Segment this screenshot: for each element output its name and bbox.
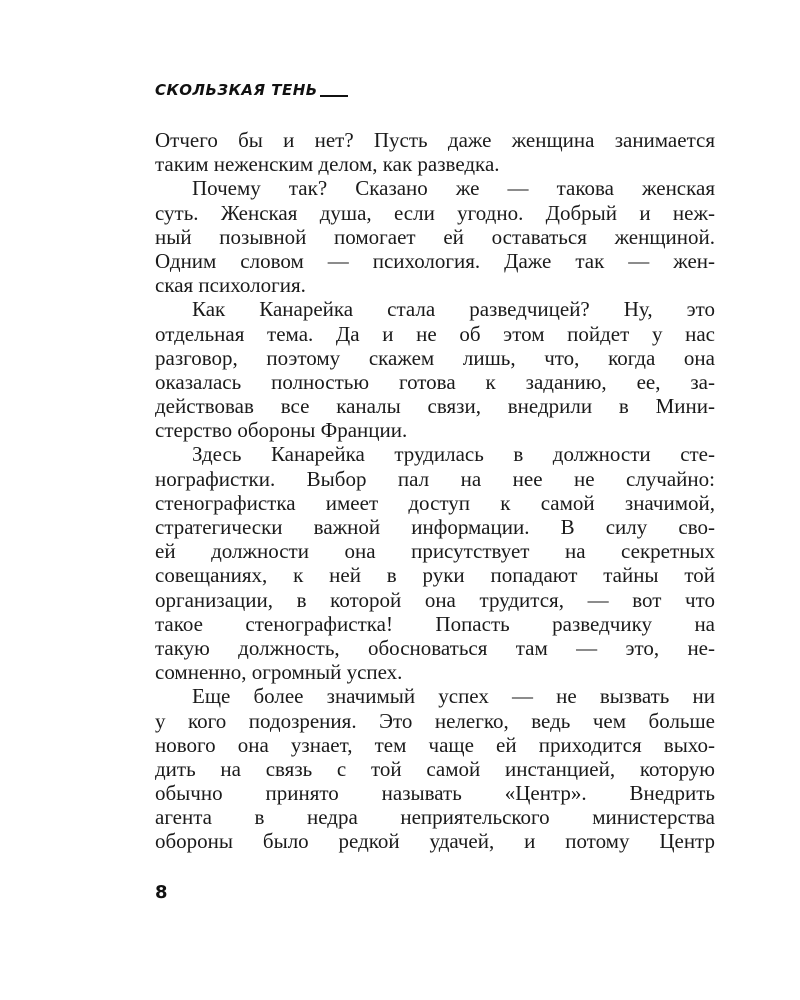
text-line: стерство обороны Франции. bbox=[155, 418, 408, 443]
running-head bbox=[155, 80, 348, 100]
text-line: таким неженским делом, как разведка. bbox=[155, 152, 500, 177]
text-line: Одним словом — психология. Даже так — жен- bbox=[155, 248, 715, 273]
page-number: 8 bbox=[155, 882, 168, 903]
body-text bbox=[155, 128, 715, 854]
text-line: Как Канарейка стала разведчицей? Ну, это bbox=[192, 297, 715, 322]
text-line: ей должности она присутствует на секретных bbox=[155, 539, 715, 564]
text-line: такое стенографистка! Попасть разведчику на bbox=[155, 611, 715, 636]
running-head-rule bbox=[320, 95, 348, 97]
running-head-title: СКОЛЬЗКАЯ ТЕНЬ bbox=[155, 81, 318, 99]
text-line: обороны было редкой удачей, и потому Центр bbox=[155, 829, 715, 854]
text-line: совещаниях, к ней в руки попадают тайны той bbox=[155, 563, 715, 588]
text-line: обычно принято называть «Центр». Внедрить bbox=[155, 781, 715, 806]
text-line: организации, в которой она трудится, — вот что bbox=[155, 587, 715, 612]
text-line: у кого подозрения. Это нелегко, ведь чем больше bbox=[155, 708, 715, 733]
text-line: действовав все каналы связи, внедрили в Мини- bbox=[155, 394, 715, 419]
text-line: отдельная тема. Да и не об этом пойдет у нас bbox=[155, 321, 715, 346]
text-line: Почему так? Сказано же — такова женская bbox=[192, 176, 715, 201]
text-line: Еще более значимый успех — не вызвать ни bbox=[192, 684, 715, 709]
text-line: нографистки. Выбор пал на нее не случайно: bbox=[155, 466, 715, 491]
text-line: Здесь Канарейка трудилась в должности сте- bbox=[192, 442, 715, 467]
text-line: ская психология. bbox=[155, 273, 306, 298]
text-line: нового она узнает, тем чаще ей приходится выхо- bbox=[155, 732, 715, 757]
text-line: дить на связь с той самой инстанцией, которую bbox=[155, 756, 715, 781]
text-line: сомненно, огромный успех. bbox=[155, 660, 403, 685]
text-line: агента в недра неприятельского министерства bbox=[155, 805, 715, 830]
text-line: стратегически важной информации. В силу сво- bbox=[155, 515, 715, 539]
text-line: Отчего бы и нет? Пусть даже женщина занимается bbox=[155, 128, 715, 152]
text-line: суть. Женская душа, если угодно. Добрый и неж- bbox=[155, 200, 715, 225]
text-line: стенографистка имеет доступ к самой значимой, bbox=[155, 490, 715, 515]
text-line: ный позывной помогает ей оставаться женщиной. bbox=[155, 224, 715, 249]
text-line: разговор, поэтому скажем лишь, что, когда она bbox=[155, 345, 715, 370]
text-line: оказалась полностью готова к заданию, ее, за- bbox=[155, 369, 715, 394]
text-line: такую должность, обосноваться там — это, не- bbox=[155, 635, 715, 660]
